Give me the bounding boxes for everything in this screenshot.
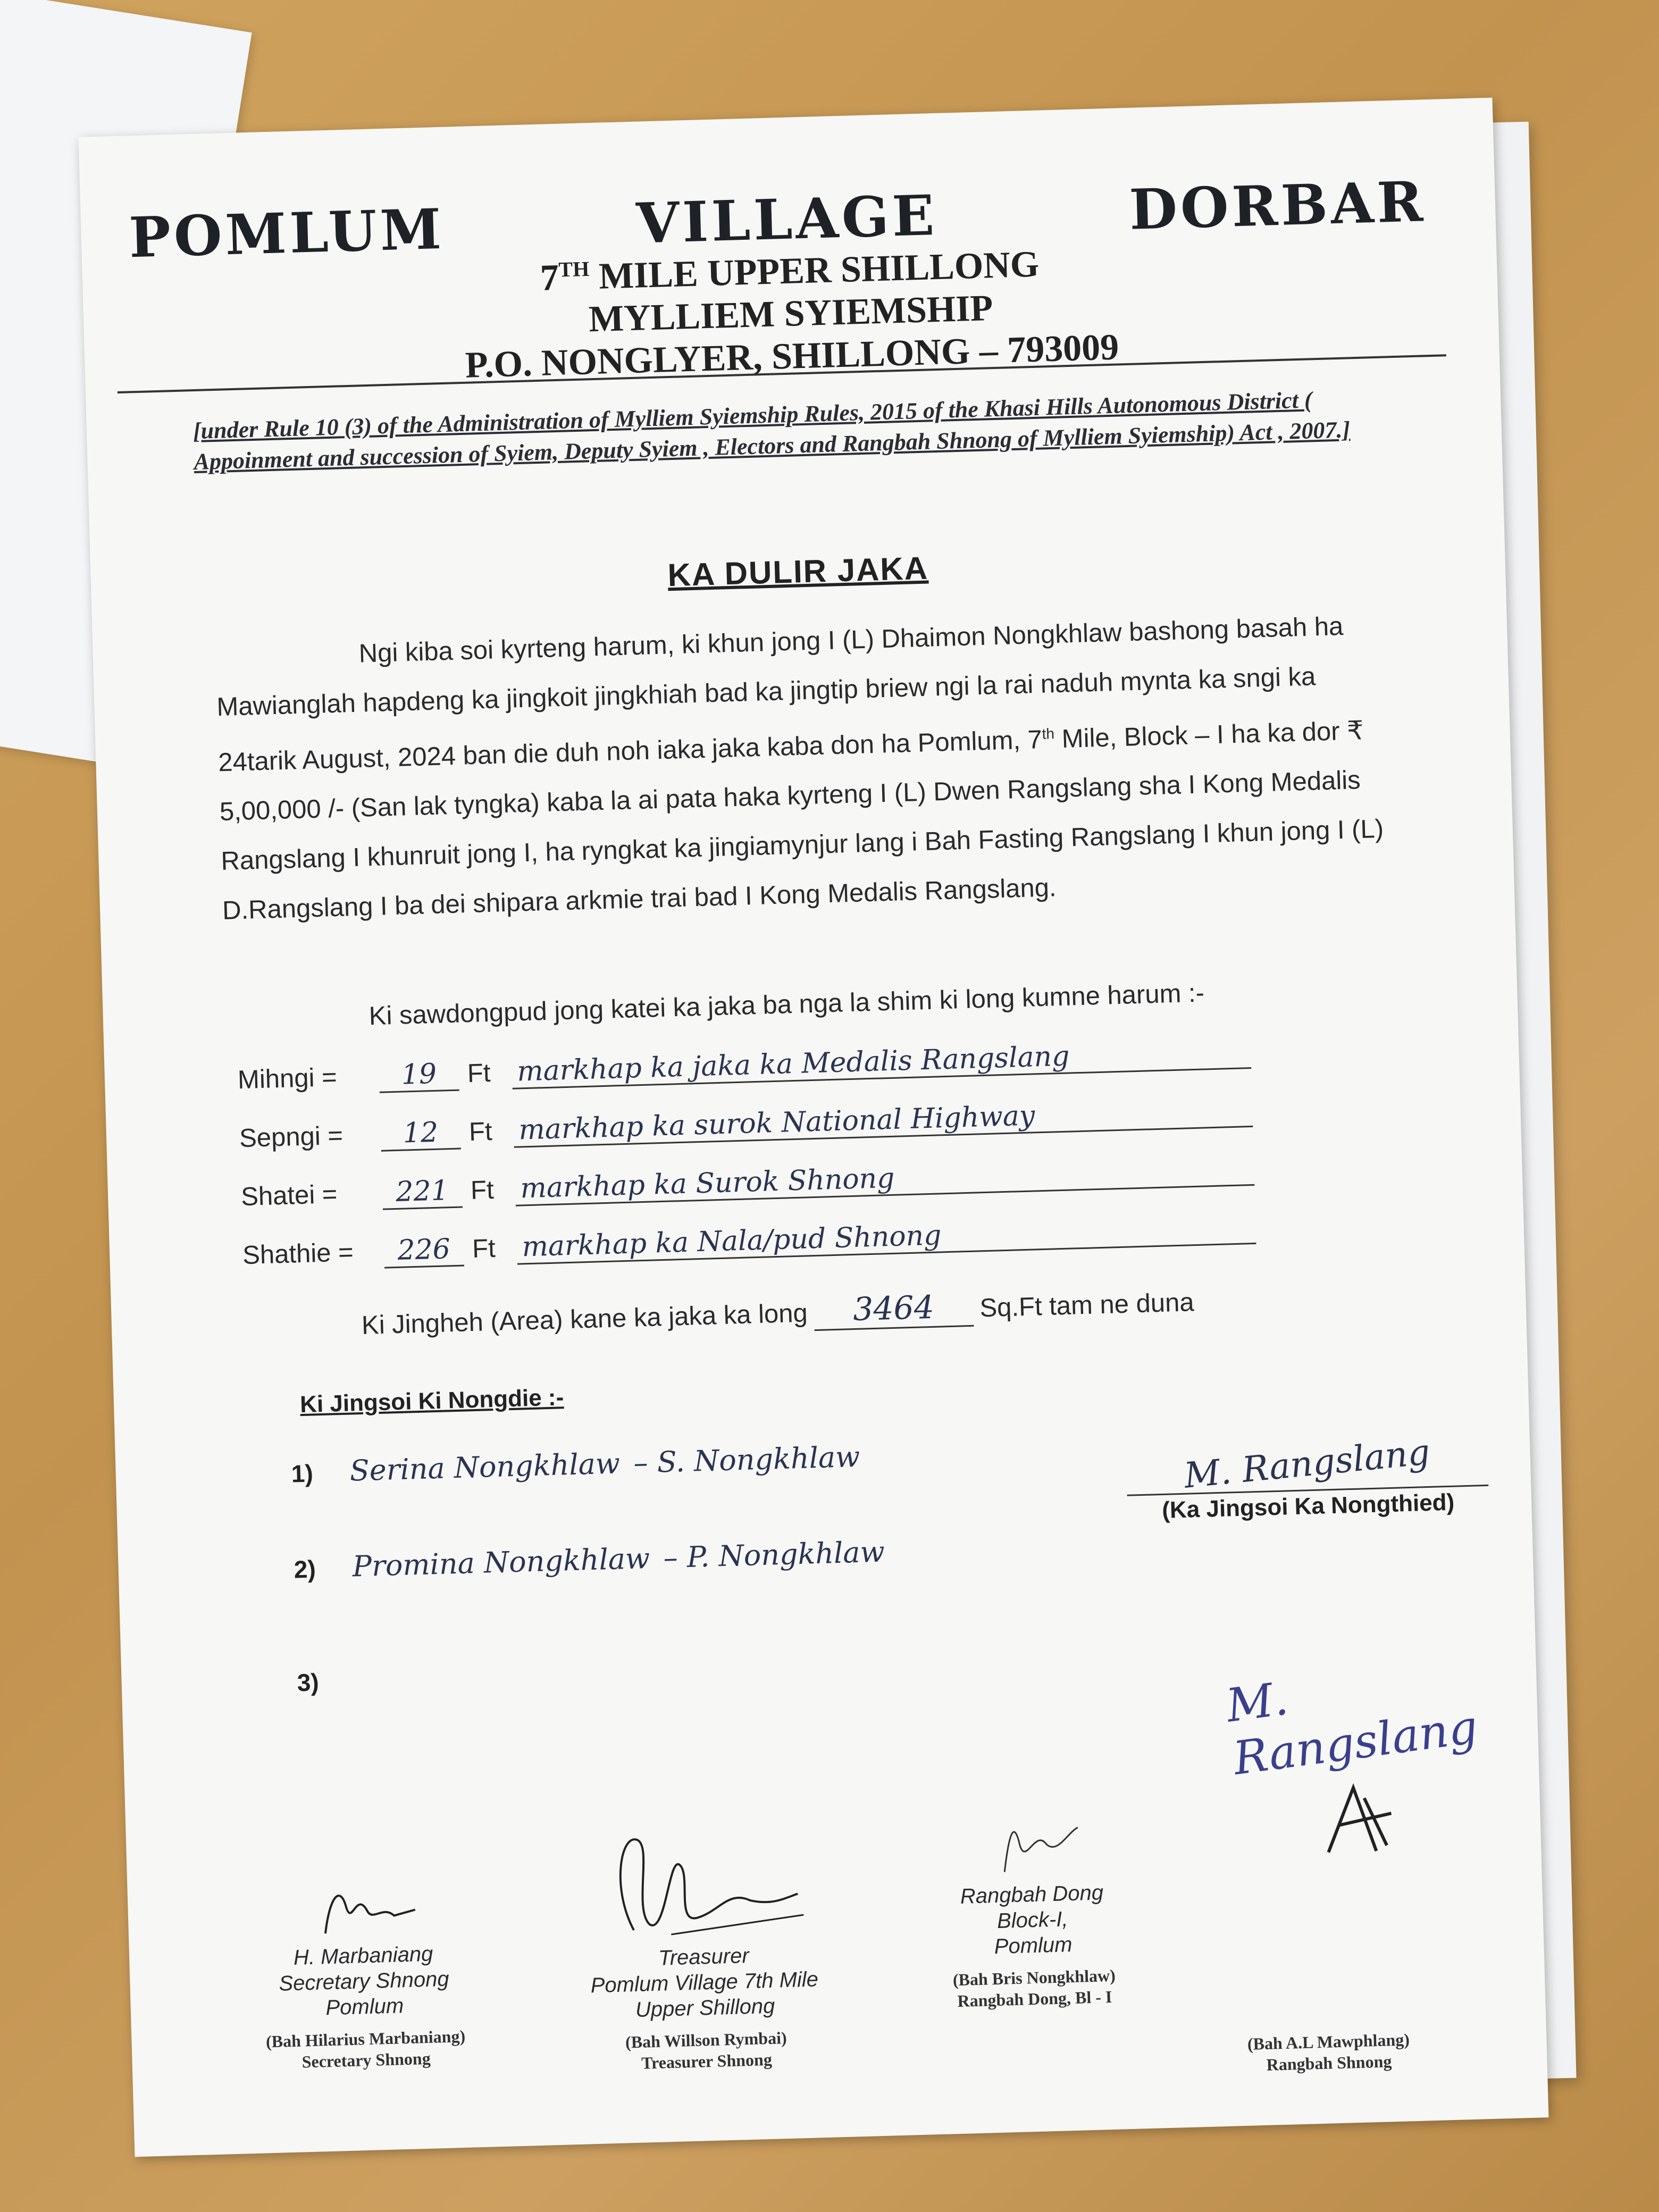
title-word-1: POMLUM (128, 196, 446, 271)
boundary-row-shathie: Shathie = 226 Ft markhap ka Nala/pud Shnong (242, 1211, 1256, 1272)
boundaries-intro: Ki sawdongpud jong katei ka jaka ba nga la shim ki long kumne harum :- (368, 978, 1205, 1031)
boundary-row-sepngi: Sepngi = 12 Ft markhap ka surok National Highway (239, 1094, 1253, 1155)
rangbah-dong-stamp: Rangbah Dong Block-I, Pomlum (960, 1881, 1104, 1959)
secretary-caption: (Bah Hilarius Marbaniang) Secretary Shnong (265, 2026, 466, 2072)
witness-signature: – P. Nongkhlaw (663, 1535, 885, 1575)
treasurer-stamp: Treasurer Pomlum Village 7th Mile Upper Shillong (590, 1944, 819, 2022)
treasurer-signature-mark (588, 1819, 815, 1948)
document-title: KA DULIR JAKA (667, 550, 929, 593)
witness-row: 1) Serina Nongkhlaw – S. Nongkhlaw (291, 1439, 861, 1488)
owner-signature: M. Rangslang (1182, 1431, 1432, 1496)
witness-signature: – S. Nongkhlaw (633, 1439, 861, 1480)
official-rangbah-dong (891, 1798, 1174, 2013)
address-line-1: 7TH MILE UPPER SHILLONG (539, 244, 1040, 299)
owner-signature-block (1126, 1431, 1489, 1525)
owner-signature-label: (Ka Jingsoi Ka Nongthied) (1161, 1489, 1455, 1523)
witness-row: 2) Promina Nongkhlaw – P. Nongkhlaw (294, 1535, 885, 1583)
title-word-2: VILLAGE (635, 182, 939, 256)
official-4-signature-mark (1316, 1776, 1404, 1881)
secretary-stamp: H. Marbaniang Secretary Shnong Pomlum (278, 1942, 450, 2020)
witness-heading: Ki Jingsoi Ki Nongdie :- (299, 1384, 564, 1418)
body-paragraph: Ngi kiba soi kyrteng harum, ki khun jong I (L) Dhaimon Nongkhlaw bashong basah ha Mawianglah hapdeng ka jingkoit jingkhiah bad ka jingtip briew ngi la rai naduh mynta ka sngi ka 24tarik August, 2024 ban die duh noh iaka jaka kaba don ha Pomlum, 7th Mile, Block – I ha ka dor ₹ 5,00,000 /- (San lak tyngka) kaba la ai pata haka kyrteng I (L) Dwen Rangslang sha I Kong Medalis Rangslang I khunruit jong I, ha ryngkat ka jingiamynjur lang i Bah Fasting Rangslang I khun jong I (L) D.Rangslang I ba dei shipara arkmie trai bad I Kong Medalis Rangslang. (216, 611, 1384, 926)
document-page (78, 98, 1548, 2157)
secretary-signature-mark (292, 1872, 432, 1945)
witness-row: 3) (297, 1668, 320, 1697)
official-rangbah-shnong (1205, 2019, 1452, 2077)
rangbah-shnong-caption: (Bah A.L Mawphlang) Rangbah Shnong (1247, 2030, 1410, 2074)
treasurer-caption: (Bah Willson Rymbai) Treasurer Shnong (625, 2028, 787, 2073)
rangbah-dong-signature-mark (971, 1800, 1090, 1883)
title-word-3: DORBAR (1128, 169, 1427, 242)
rule-reference: [under Rule 10 (3) of the Administration of Mylliem Syiemship Rules, 2015 of the Khasi Hills Autonomous District ( Appoinment and succession of Syiem, Deputy Syiem , Electors and Rangbah Shnong of Mylliem Syiemship) Act , 2007.] (192, 387, 1351, 475)
official-secretary (212, 1870, 515, 2074)
boundary-row-mihngi: Mihngi = 19 Ft markhap ka jaka ka Medalis Rangslang (237, 1035, 1251, 1097)
address-line-2: MYLLIEM SYIEMSHIP (588, 287, 994, 340)
rangbah-dong-caption: (Bah Bris Nongkhlaw) Rangbah Dong, Bl - I (952, 1965, 1116, 2011)
area-row: Ki Jingheh (Area) kane ka jaka ka long 3464 Sq.Ft tam ne duna (361, 1288, 1195, 1340)
witness-name: Promina Nongkhlaw (351, 1541, 650, 1583)
boundary-row-shatei: Shatei = 221 Ft markhap ka Surok Shnong (240, 1152, 1254, 1214)
official-treasurer (541, 1817, 867, 2076)
address-line-3: P.O. NONGLYER, SHILLONG – 793009 (464, 326, 1120, 386)
witness-name: Serina Nongkhlaw (349, 1446, 621, 1488)
extra-signature: M. Rangslang (1223, 1672, 1481, 1786)
